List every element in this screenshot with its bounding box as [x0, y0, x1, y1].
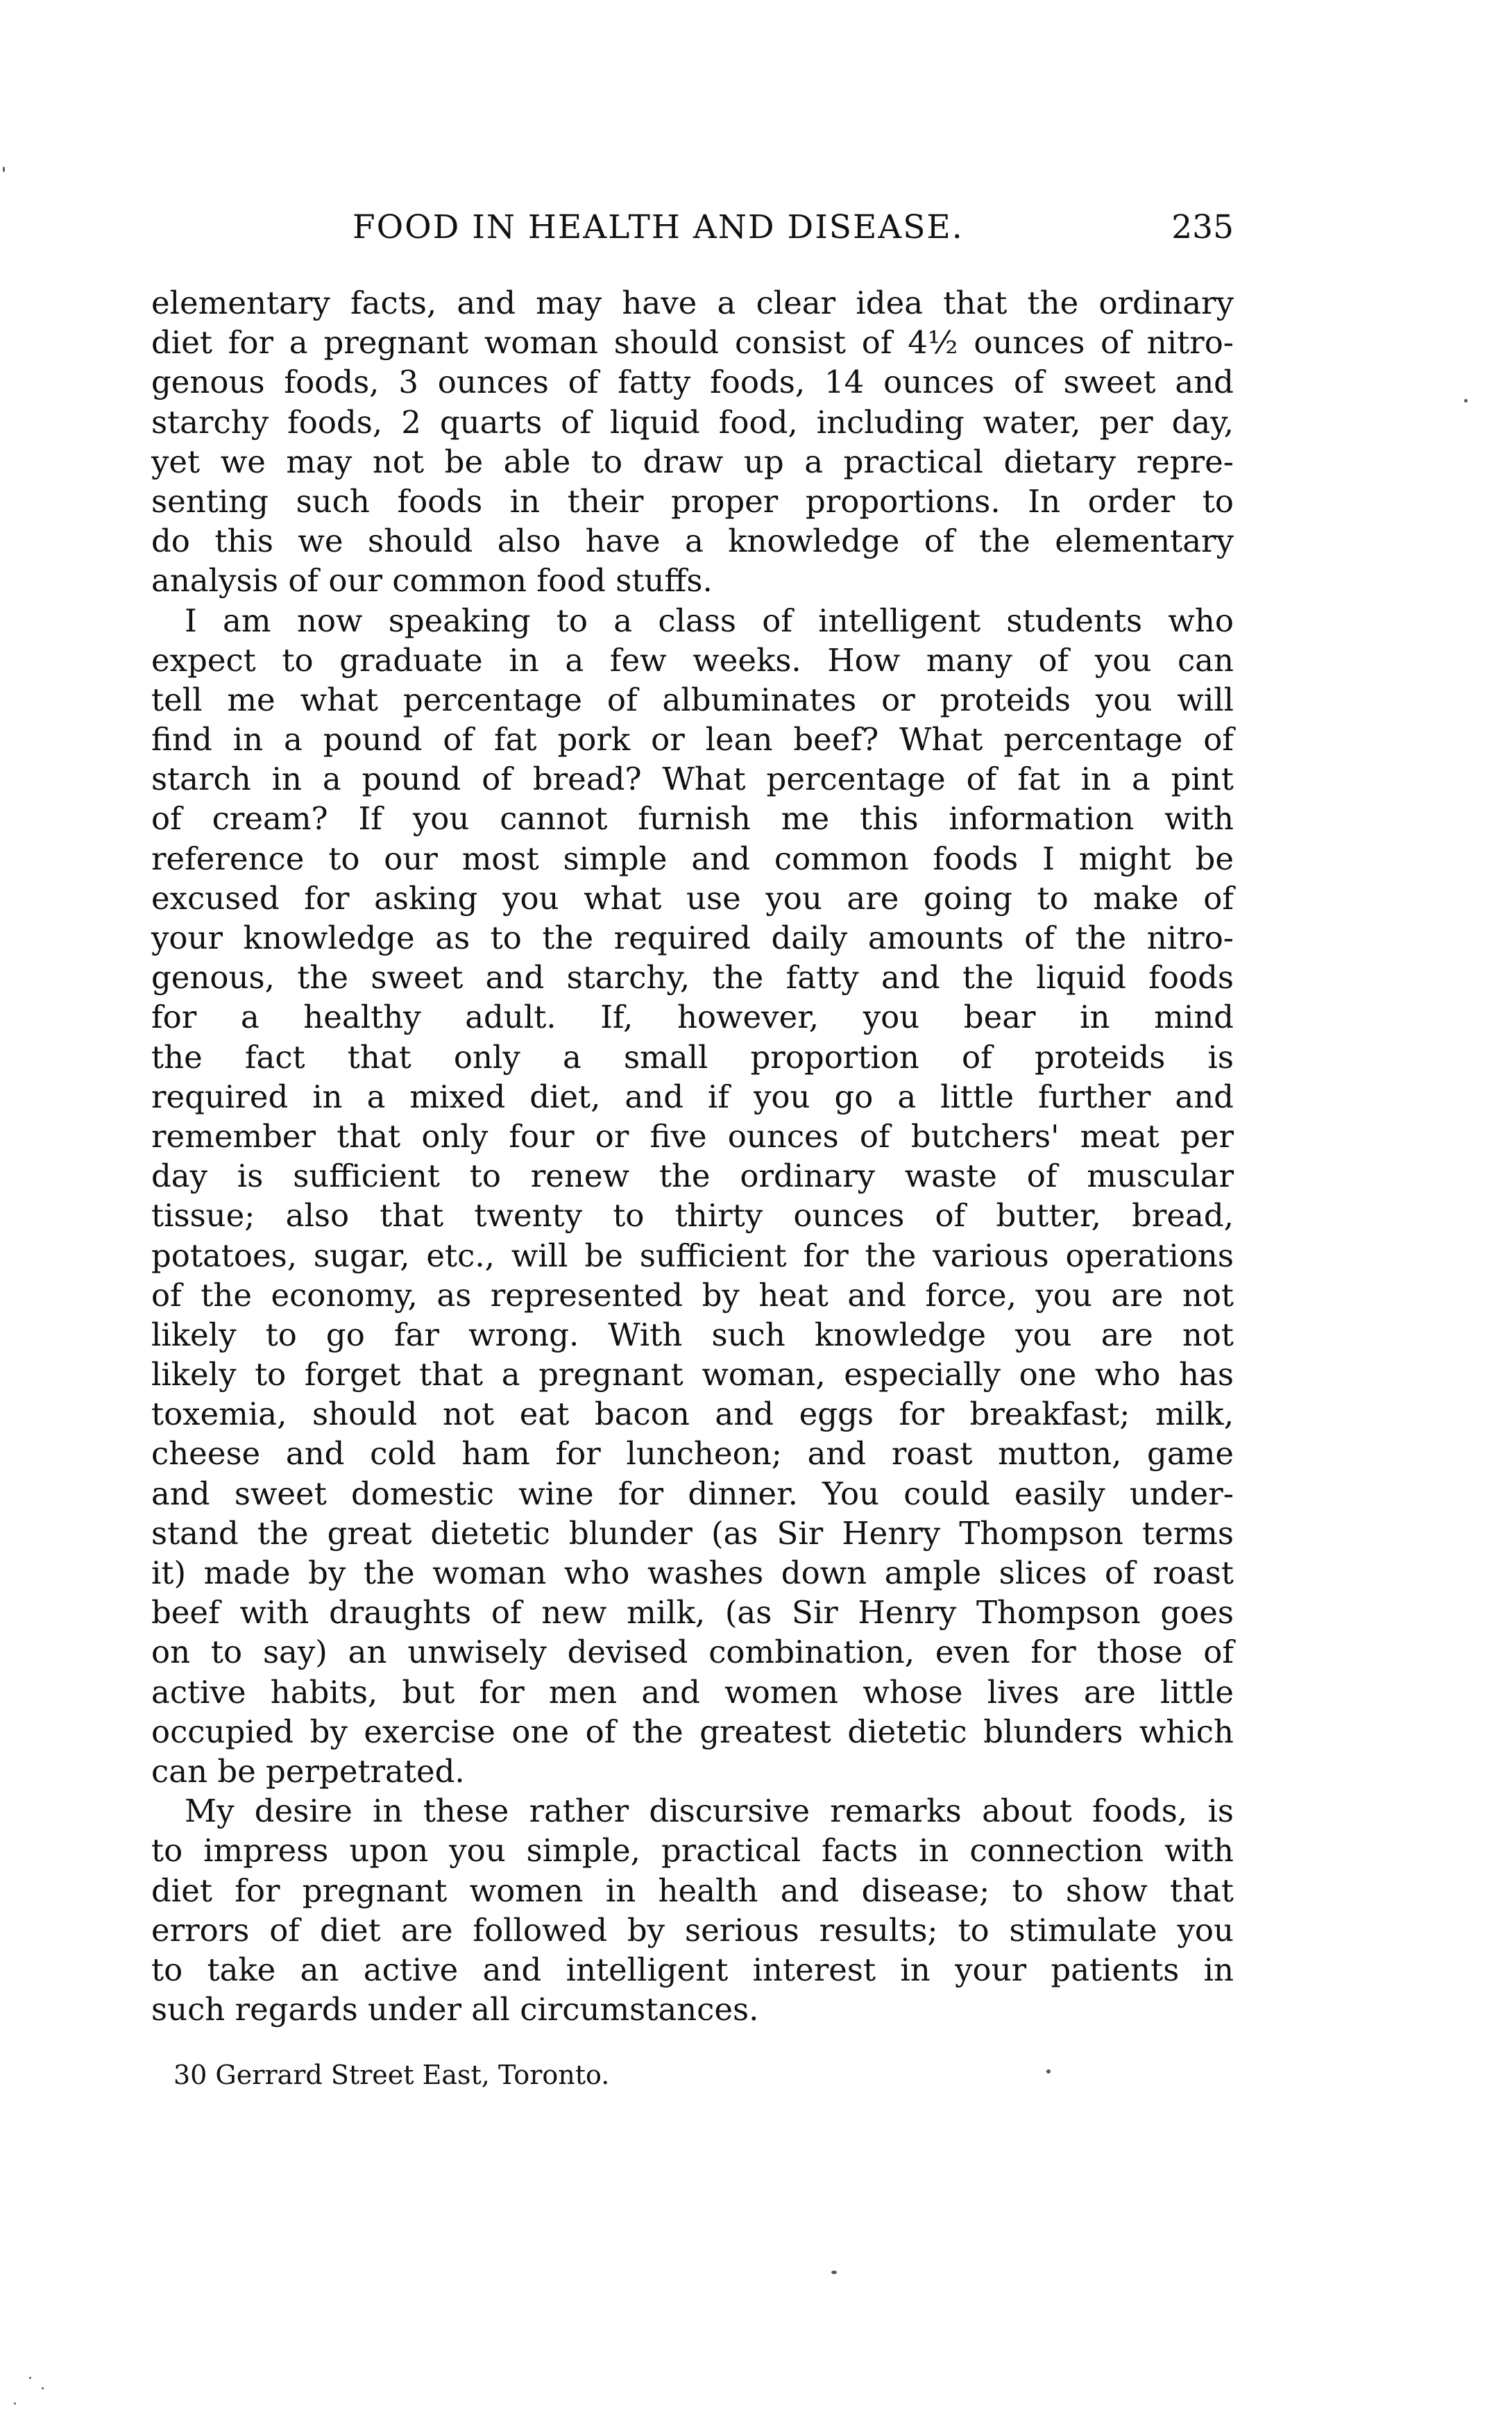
text-line: errors of diet are followed by serious results; to stimulate you — [151, 1911, 1234, 1949]
text-line: and sweet domestic wine for dinner. You could easily under- — [151, 1475, 1234, 1512]
text-line: genous foods, 3 ounces of fatty foods, 14 ounces of sweet and — [151, 364, 1234, 401]
text-line: reference to our most simple and common foods I might be — [151, 840, 1234, 877]
text-line: diet for pregnant women in health and disease; to show that — [151, 1872, 1234, 1909]
text-line: diet for a pregnant woman should consist of 4½ ounces of nitro- — [151, 324, 1234, 362]
text-line: can be perpetrated. — [151, 1752, 465, 1790]
text-line: stand the great dietetic blunder (as Sir Henry Thompson terms — [151, 1514, 1234, 1552]
text-line: likely to forget that a pregnant woman, especially one who has — [151, 1356, 1234, 1393]
author-address: 30 Gerrard Street East, Toronto. — [173, 2060, 610, 2090]
text-line: active habits, but for men and women whose lives are little — [151, 1673, 1234, 1711]
text-line: starchy foods, 2 quarts of liquid food, including water, per day, — [151, 403, 1234, 441]
text-line: find in a pound of fat pork or lean beef? What percentage of — [151, 721, 1234, 758]
scan-speck — [42, 2387, 44, 2389]
text-line: occupied by exercise one of the greatest dietetic blunders which — [151, 1713, 1234, 1750]
text-line: do this we should also have a knowledge of the elementary — [151, 523, 1234, 560]
text-line: genous, the sweet and starchy, the fatty and the liquid foods — [151, 959, 1234, 997]
text-line: of cream? If you cannot furnish me this information with — [151, 800, 1234, 838]
scan-speck — [14, 2402, 16, 2405]
text-line: the fact that only a small proportion of proteids is — [151, 1038, 1234, 1076]
running-title: FOOD IN HEALTH AND DISEASE. — [352, 208, 964, 246]
scan-speck — [3, 167, 5, 172]
text-line: to take an active and intelligent interest in your patients in — [151, 1951, 1234, 1988]
text-line: expect to graduate in a few weeks. How many of you can — [151, 641, 1234, 679]
text-line: it) made by the woman who washes down ample slices of roast — [151, 1554, 1234, 1591]
text-line: senting such foods in their proper proportions. In order to — [151, 482, 1234, 520]
scan-speck — [29, 2377, 31, 2379]
text-line: remember that only four or five ounces of butchers' meat per — [151, 1117, 1234, 1155]
text-line: beef with draughts of new milk, (as Sir Henry Thompson goes — [151, 1594, 1234, 1631]
text-line: elementary facts, and may have a clear idea that the ordinary — [151, 285, 1234, 321]
text-line: of the economy, as represented by heat and force, you are not — [151, 1276, 1234, 1314]
text-line: toxemia, should not eat bacon and eggs for breakfast; milk, — [151, 1396, 1234, 1433]
body-text — [151, 283, 1234, 2029]
text-line: on to say) an unwisely devised combination, even for those of — [151, 1634, 1234, 1671]
text-line: for a healthy adult. If, however, you bear in mind — [151, 999, 1234, 1036]
text-line: My desire in these rather discursive remarks about foods, is — [185, 1792, 1234, 1830]
text-line: tissue; also that twenty to thirty ounces of butter, bread, — [151, 1197, 1234, 1235]
text-line: likely to go far wrong. With such knowledge you are not — [151, 1316, 1234, 1353]
text-line: required in a mixed diet, and if you go a little further and — [151, 1078, 1234, 1115]
scan-speck — [1464, 399, 1468, 402]
text-line: such regards under all circumstances. — [151, 1991, 759, 2028]
text-line: I am now speaking to a class of intelligent students who — [185, 602, 1234, 639]
text-line: excused for asking you what use you are going to make of — [151, 879, 1234, 917]
scan-speck — [831, 2271, 837, 2274]
text-line: your knowledge as to the required daily amounts of the nitro- — [151, 919, 1234, 956]
text-line: starch in a pound of bread? What percentage of fat in a pint — [151, 761, 1234, 798]
text-line: potatoes, sugar, etc., will be sufficient for the various operations — [151, 1237, 1234, 1274]
text-line: day is sufficient to renew the ordinary waste of muscular — [151, 1158, 1234, 1195]
text-line: analysis of our common food stuffs. — [151, 562, 713, 600]
page-number: 235 — [1171, 208, 1234, 246]
scan-speck — [1046, 2069, 1051, 2074]
text-line: cheese and cold ham for luncheon; and roast mutton, game — [151, 1435, 1234, 1473]
text-line: to impress upon you simple, practical facts in connection with — [151, 1832, 1234, 1870]
text-line: yet we may not be able to draw up a practical dietary repre- — [151, 443, 1234, 480]
text-line: tell me what percentage of albuminates or proteids you will — [151, 681, 1234, 718]
running-head — [151, 208, 1234, 257]
